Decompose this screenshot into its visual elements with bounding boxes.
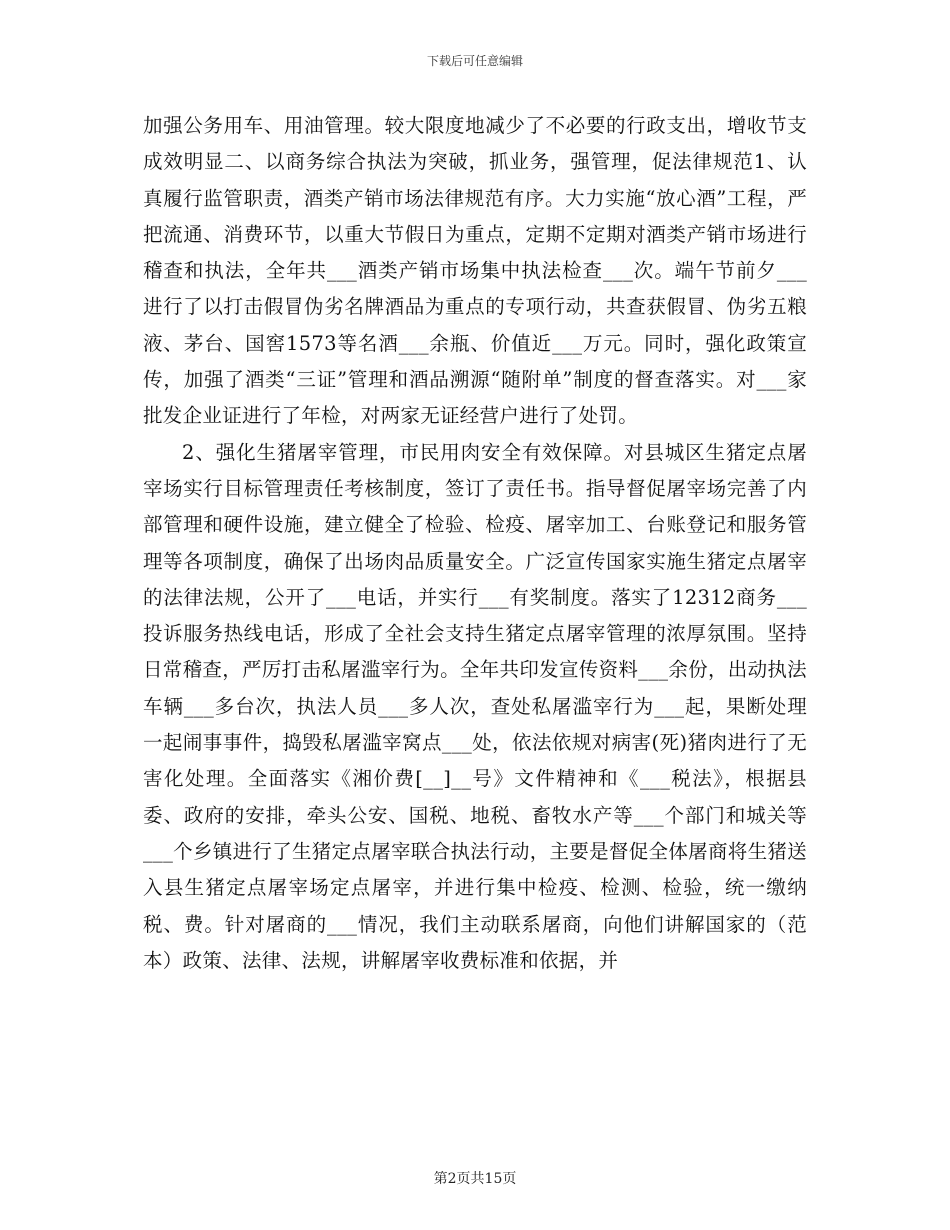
document-body	[143, 108, 807, 979]
page-number: 第2页共15页	[433, 1171, 517, 1187]
page-header-note: 下载后可任意编辑	[426, 54, 523, 68]
paragraph-2: 2、强化生猪屠宰管理，市民用肉安全有效保障。对县城区生猪定点屠宰场实行目标管理责任考核制度，签订了责任书。指导督促屠宰场完善了内部管理和硬件设施，建立健全了检验、检疫、屠宰加工、台账登记和服务管理等各项制度，确保了出场肉品质量安全。广泛宣传国家实施生猪定点屠宰的法律法规，公开了___电话，并实行___有奖制度。落实了12312商务___投诉服务热线电话，形成了全社会支持生猪定点屠宰管理的浓厚氛围。坚持日常稽查，严厉打击私屠滥宰行为。全年共印发宣传资料___余份，出动执法车辆___多台次，执法人员___多人次，查处私屠滥宰行为___起，果断处理一起闹事事件，捣毁私屠滥宰窝点___处，依法依规对病害(死)猪肉进行了无害化处理。全面落实《湘价费[__]__号》文件精神和《___税法》，根据县委、政府的安排，牵头公安、国税、地税、畜牧水产等___个部门和城关等___个乡镇进行了生猪定点屠宰联合执法行动，主要是督促全体屠商将生猪送入县生猪定点屠宰场定点屠宰，并进行集中检疫、检测、检验，统一缴纳税、费。针对屠商的___情况，我们主动联系屠商，向他们讲解国家的（范本）政策、法律、法规，讲解屠宰收费标准和依据，并	[143, 440, 807, 972]
paragraph-1: 加强公务用车、用油管理。较大限度地减少了不必要的行政支出，增收节支成效明显二、以商务综合执法为突破，抓业务，强管理，促法律规范1、认真履行监管职责，酒类产销市场法律规范有序。大力实施“放心酒”工程，严把流通、消费环节，以重大节假日为重点，定期不定期对酒类产销市场进行稽查和执法，全年共___酒类产销市场集中执法检查___次。端午节前夕___进行了以打击假冒伪劣名牌酒品为重点的专项行动，共查获假冒、伪劣五粮液、茅台、国窖1573等名酒___余瓶、价值近___万元。同时，强化政策宣传，加强了酒类“三证”管理和酒品溯源“随附单”制度的督查落实。对___家批发企业证进行了年检，对两家无证经营户进行了处罚。	[143, 114, 807, 428]
